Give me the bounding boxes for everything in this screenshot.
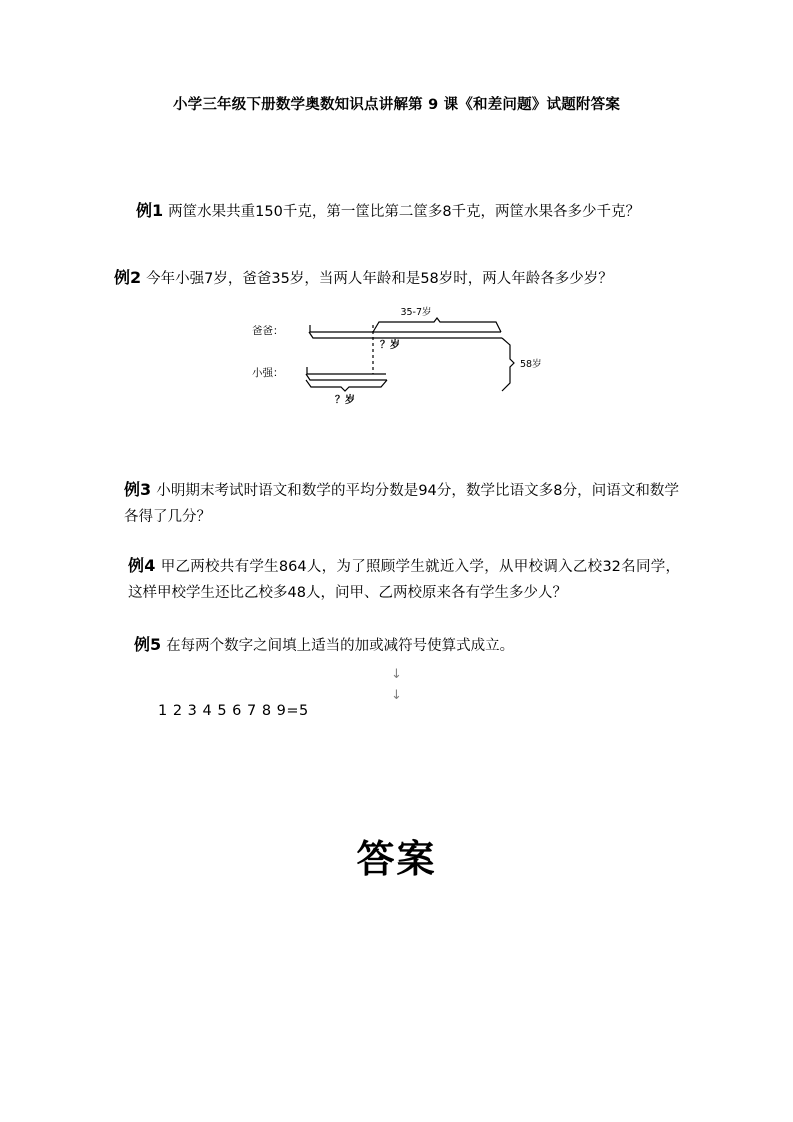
middle-label: ？岁 <box>380 340 400 351</box>
problem-5-tag: 例5 <box>134 635 162 654</box>
problem-item-2 <box>114 265 684 292</box>
father-bar-bottom-line <box>309 332 502 338</box>
page-title: 小学三年级下册数学奥数知识点讲解第 9 课《和差问题》试题附答案 <box>172 97 621 113</box>
father-bar-top-line <box>310 325 501 332</box>
answer-section-heading: 答案 <box>356 837 437 881</box>
equation-line: 1 2 3 4 5 6 7 8 9=5 <box>158 703 309 719</box>
problem-3-text: 小明期末考试时语文和数学的平均分数是94分，数学比语文多8分，问语文和数学各得了几分？ <box>124 483 679 525</box>
problem-item-4 <box>128 553 680 606</box>
problem-1-tag: 例1 <box>136 201 164 220</box>
child-bar-top-line <box>307 367 386 374</box>
problem-3-tag: 例3 <box>124 480 152 499</box>
problem-4-text: 甲乙两校共有学生864人，为了照顾学生就近入学，从甲校调入乙校32名同学，这样甲校学生还比乙校多48人，问甲、乙两校原来各有学生多少人？ <box>128 559 681 601</box>
right-brace <box>502 338 514 391</box>
top-brace-label: 35-7岁 <box>400 307 432 318</box>
age-bar-diagram <box>240 305 560 410</box>
problem-2-text: 今年小强7岁，爸爸35岁，当两人年龄和是58岁时，两人年龄各多少岁？ <box>146 271 613 287</box>
arrow-group <box>0 664 793 706</box>
problem-2-tag: 例2 <box>114 268 142 287</box>
diagram-label-father: 爸爸： <box>252 325 284 337</box>
diagram-label-child: 小强： <box>252 367 284 379</box>
child-bar-bottom-line <box>306 374 387 380</box>
problem-4-tag: 例4 <box>128 556 156 575</box>
problem-item-5 <box>134 632 679 659</box>
problem-1-text: 两筐水果共重150千克，第一筐比第二筐多8千克，两筐水果各多少千克？ <box>168 204 641 220</box>
problem-item-1 <box>136 198 681 225</box>
problem-5-text: 在每两个数字之间填上适当的加或减符号使算式成立。 <box>166 638 515 654</box>
bottom-brace <box>306 380 387 391</box>
problem-item-3 <box>124 477 679 530</box>
down-arrow-icon: ↓ <box>391 667 402 682</box>
down-arrow-icon: ↓ <box>391 688 402 703</box>
top-brace <box>373 318 501 332</box>
bottom-brace-label: ？岁 <box>335 395 355 406</box>
right-brace-label: 58岁 <box>520 359 542 370</box>
